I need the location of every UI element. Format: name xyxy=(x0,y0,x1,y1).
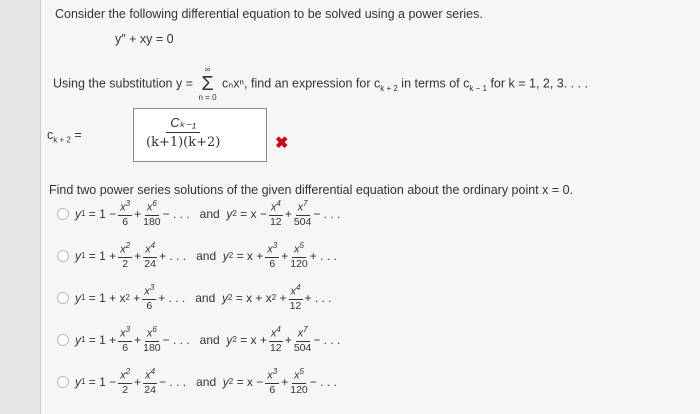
for-k: for k = 1, 2, 3. . . . xyxy=(490,76,589,91)
option-5[interactable]: y 1 = 1 − $\frac{x^2}{2}$ + $\frac{x^4}{24}$ − . . . and y 2 = x − $\frac{x^3}{6}$ + $\frac{x^5}{120}$ − . . . xyxy=(57,368,337,395)
cross-icon: ✖ xyxy=(275,135,289,152)
radio-button[interactable] xyxy=(57,250,69,262)
option-1[interactable]: y 1 = 1 − $\frac{x^3}{6}$ + $\frac{x^6}{180}$ − . . . and y 2 = x − $\frac{x^4}{12}$ + $\frac{x^7}{504}$ − . . . xyxy=(57,200,340,227)
intro-text: Consider the following differential equation to be solved using a power series. xyxy=(55,7,483,21)
sum-top: ∞ xyxy=(204,65,211,74)
substitution-prefix: Using the substitution y = xyxy=(53,76,194,91)
radio-button[interactable] xyxy=(57,292,69,304)
answer-input-box[interactable] xyxy=(133,108,267,162)
equation: y″ + xy = 0 xyxy=(115,32,174,46)
answer-numerator: Cₖ₋₁ xyxy=(166,116,200,133)
answer-denominator: (k+1)(k+2) xyxy=(146,135,221,150)
sum-symbol: ∞ Σ n = 0 xyxy=(198,65,217,102)
option-3[interactable]: y 1 = 1 + x 2 + $\frac{x^3}{6}$ + . . . and y 2 = x + x 2 + $\frac{x^4}{12}$ + . . . xyxy=(57,284,332,311)
substitution-line xyxy=(53,66,588,102)
sum-bottom: n = 0 xyxy=(198,93,217,102)
in-terms-of: in terms of c xyxy=(401,76,470,91)
option-2[interactable]: y 1 = 1 + $\frac{x^2}{2}$ + $\frac{x^4}{24}$ + . . . and y 2 = x + $\frac{x^3}{6}$ + $\frac{x^5}{120}$ + . . . xyxy=(57,242,337,269)
problem-panel xyxy=(40,0,700,414)
radio-button[interactable] xyxy=(57,208,69,220)
radio-button[interactable] xyxy=(57,334,69,346)
part2-prompt: Find two power series solutions of the given differential equation about the ordinary point x = 0. xyxy=(49,183,574,197)
answer-label: $c_{k + 2}$ = xyxy=(47,128,82,145)
answer-fraction xyxy=(146,116,220,149)
substitution-suffix: , find an expression for c xyxy=(244,76,381,91)
radio-button[interactable] xyxy=(57,376,69,388)
sub-k1: k − 1 xyxy=(469,83,487,93)
sum-term: cₙxⁿ xyxy=(222,76,245,91)
option-4[interactable]: y 1 = 1 + $\frac{x^3}{6}$ + $\frac{x^6}{180}$ − . . . and y 2 = x + $\frac{x^4}{12}$ + $\frac{x^7}{504}$ − . . . xyxy=(57,326,340,353)
sub-k2: k + 2 xyxy=(380,83,398,93)
